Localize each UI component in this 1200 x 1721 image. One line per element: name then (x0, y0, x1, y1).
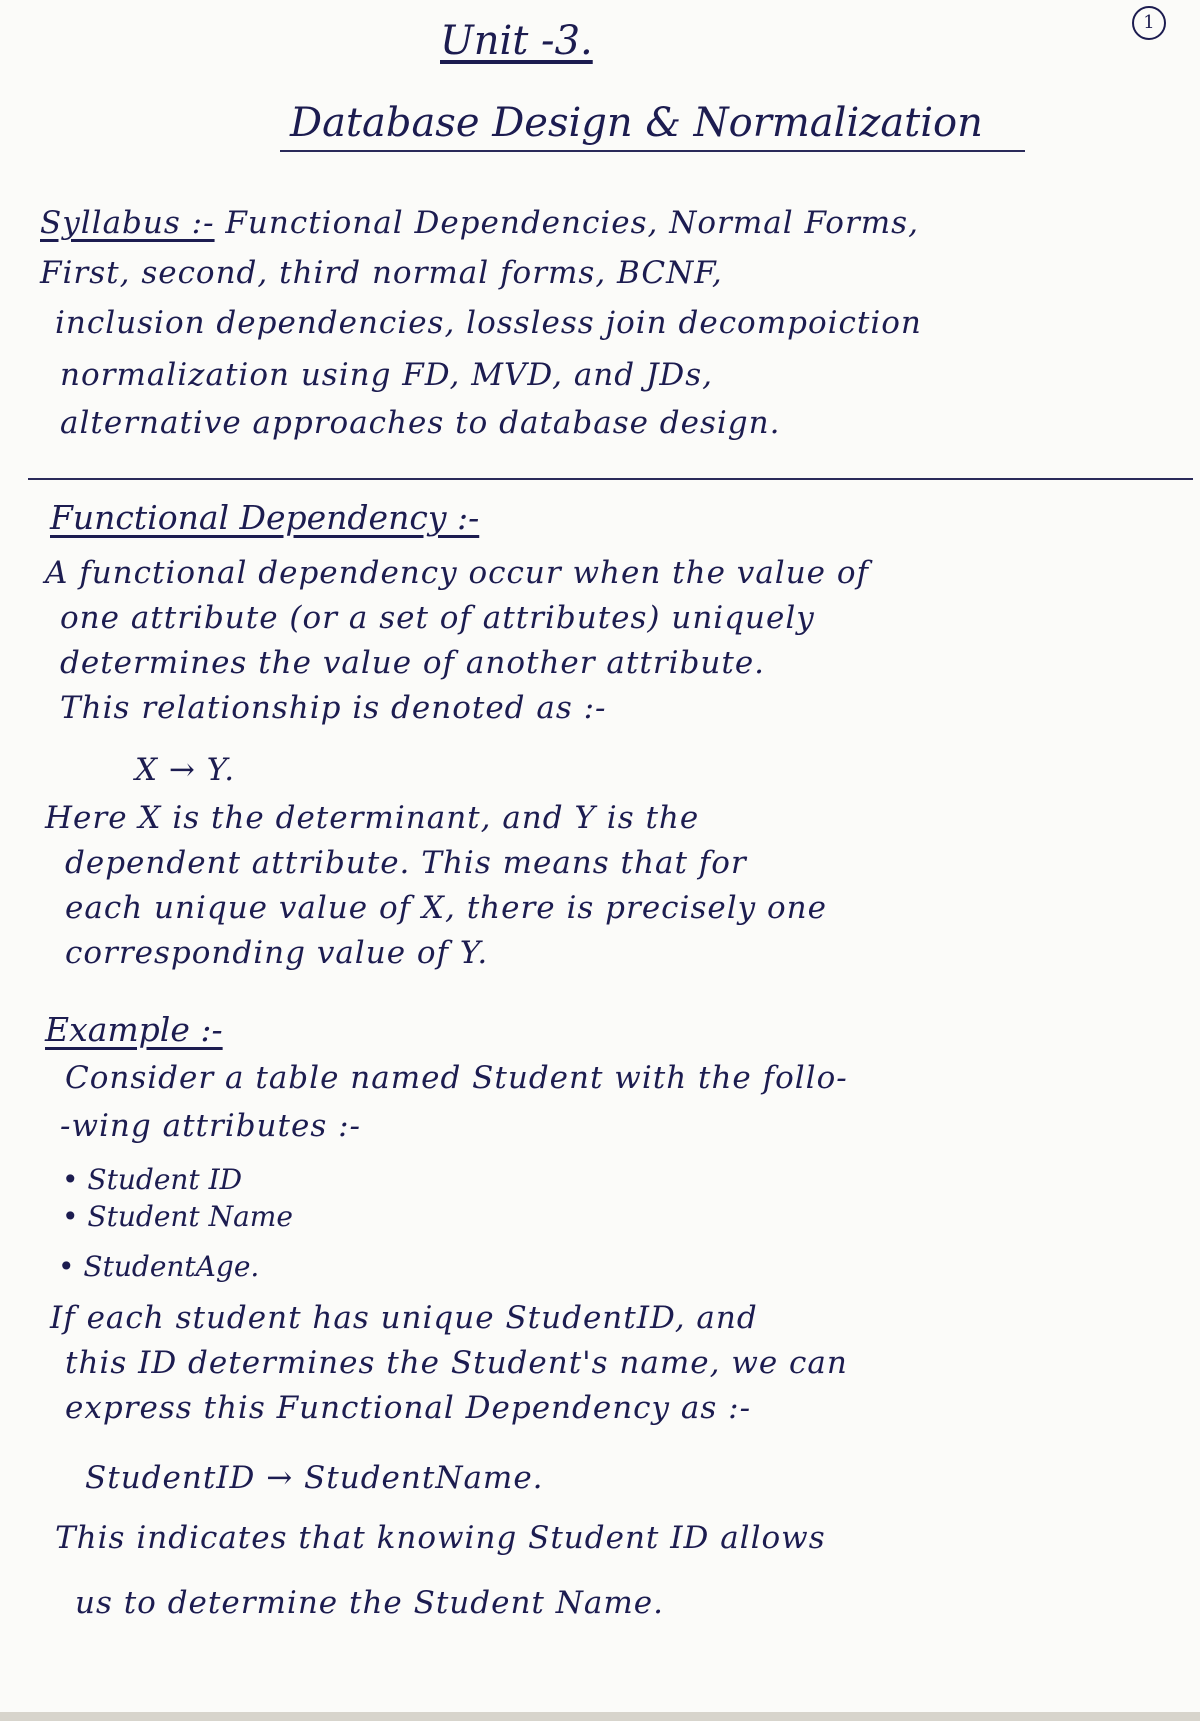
example-intro-line-1: Consider a table named Student with the follo- (65, 1060, 848, 1096)
fd-expl-line-2: dependent attribute. This means that for (65, 845, 747, 881)
example-text-line-2: this ID determines the Student's name, we can (65, 1345, 848, 1381)
fd-def-line-3: determines the value of another attribute. (60, 645, 766, 681)
bullet-icon: • (62, 1200, 79, 1233)
attribute-list-item (58, 1250, 259, 1283)
bullet-icon: • (62, 1163, 79, 1196)
fd-heading: Functional Dependency :- (50, 498, 480, 537)
attribute-label: StudentAge. (83, 1250, 260, 1283)
unit-title: Unit -3. (440, 18, 593, 64)
fd-def-line-2: one attribute (or a set of attributes) uniquely (60, 600, 815, 636)
conclusion-line-2: us to determine the Student Name. (75, 1585, 664, 1621)
fd-notation: X → Y. (135, 752, 236, 788)
page-number: 1 (1132, 6, 1166, 40)
example-heading: Example :- (45, 1010, 223, 1049)
syllabus-line-4: normalization using FD, MVD, and JDs, (60, 357, 714, 393)
attribute-label: Student ID (87, 1163, 243, 1196)
subject-title: Database Design & Normalization (290, 100, 983, 146)
page-bottom-edge (0, 1712, 1200, 1721)
syllabus-label: Syllabus :- (40, 205, 215, 241)
fd-expl-line-3: each unique value of X, there is precisely one (65, 890, 827, 926)
syllabus-line-5: alternative approaches to database design. (60, 405, 781, 441)
fd-expl-line-1: Here X is the determinant, and Y is the (45, 800, 700, 836)
conclusion-line-1: This indicates that knowing Student ID allows (55, 1520, 826, 1556)
syllabus-line-1 (40, 205, 919, 241)
attribute-label: Student Name (87, 1200, 293, 1233)
example-text-line-3: express this Functional Dependency as :- (65, 1390, 752, 1426)
section-divider (28, 478, 1193, 480)
example-text-line-1: If each student has unique StudentID, and (50, 1300, 758, 1336)
attribute-list-item (62, 1200, 293, 1233)
syllabus-line-3: inclusion dependencies, lossless join decompoiction (55, 305, 922, 341)
syllabus-line-2: First, second, third normal forms, BCNF, (40, 255, 723, 291)
fd-example-expression: StudentID → StudentName. (85, 1460, 544, 1496)
attribute-list-item (62, 1163, 242, 1196)
fd-def-line-4: This relationship is denoted as :- (60, 690, 607, 726)
subject-underline (280, 150, 1025, 152)
example-intro-line-2: -wing attributes :- (60, 1108, 362, 1144)
fd-expl-line-4: corresponding value of Y. (65, 935, 489, 971)
fd-def-line-1: A functional dependency occur when the value of (45, 555, 870, 591)
syllabus-text-1: Functional Dependencies, Normal Forms, (225, 205, 919, 241)
bullet-icon: • (58, 1250, 75, 1283)
